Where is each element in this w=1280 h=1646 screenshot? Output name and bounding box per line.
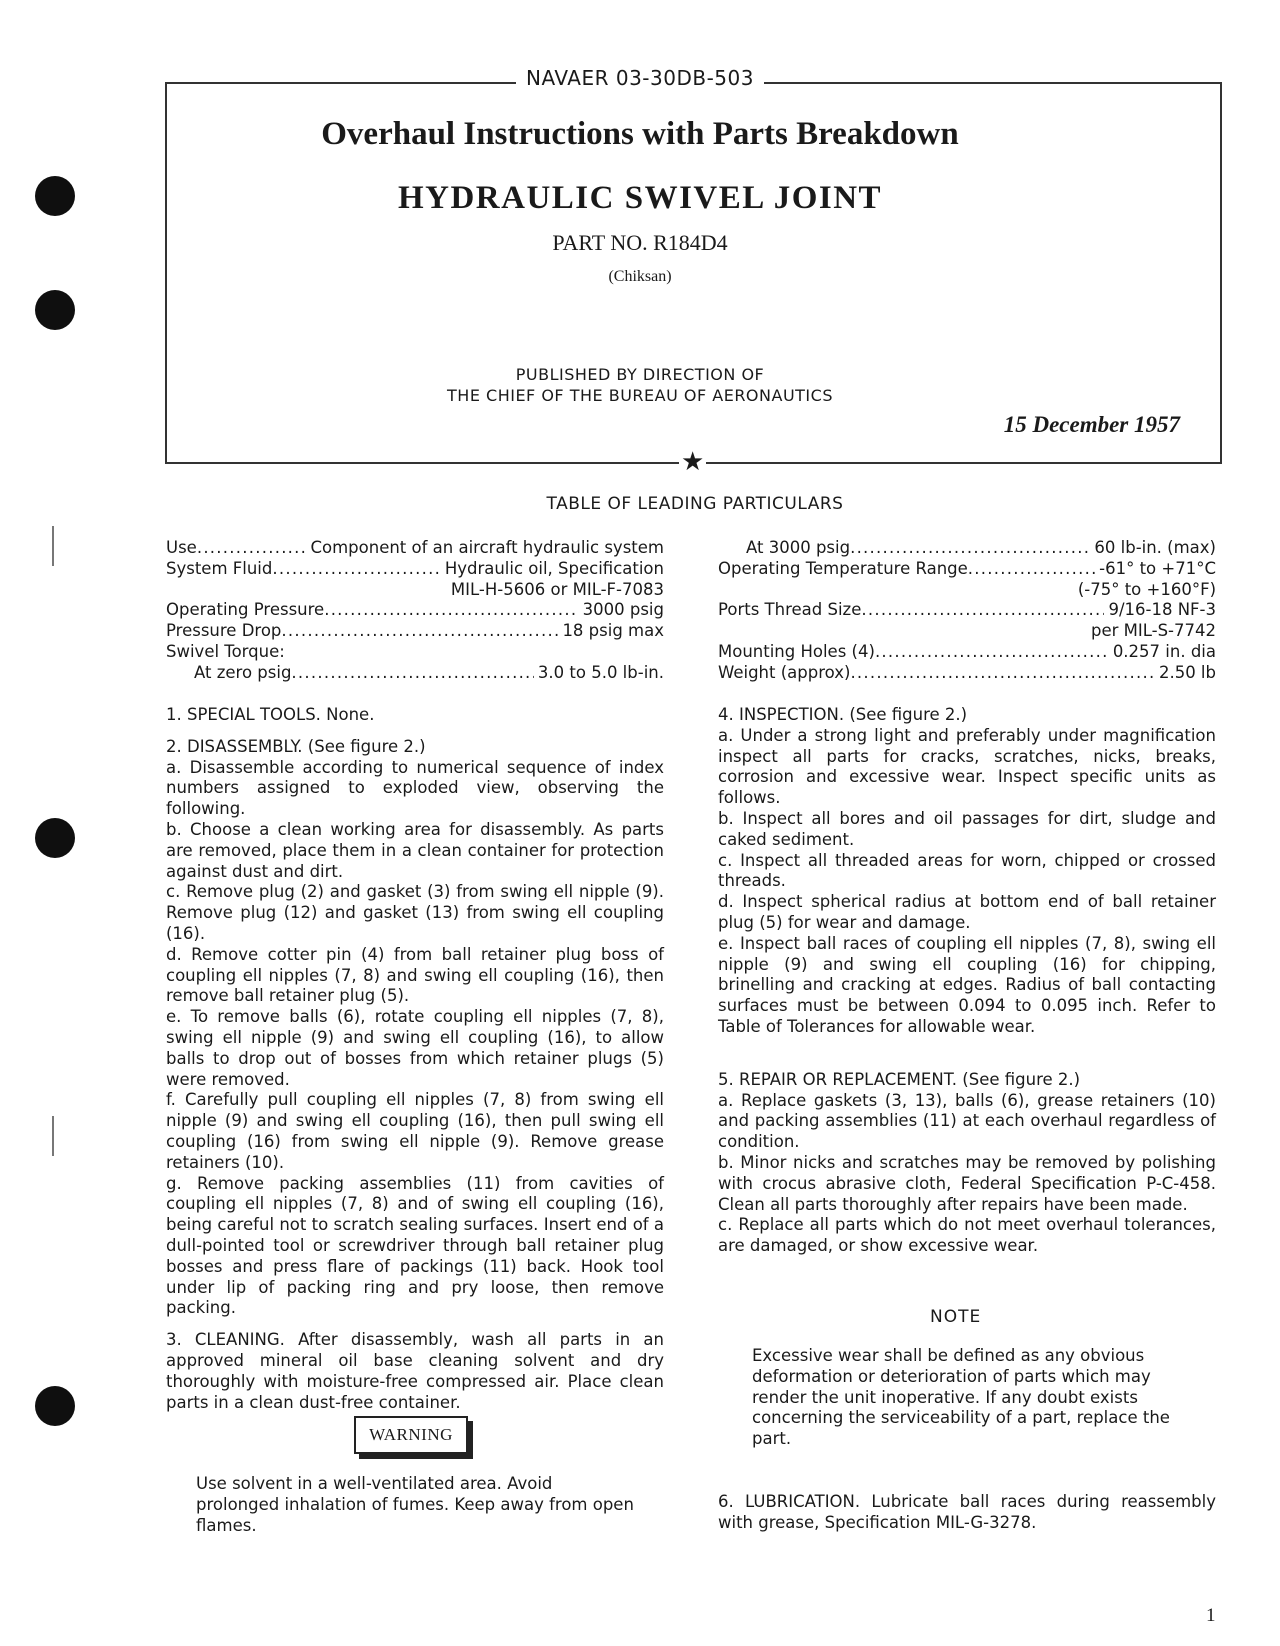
disassembly-step-a: a. Disassemble according to numerical sequence of index numbers assigned to exploded view, observing the following. <box>166 757 664 819</box>
particular-torque-zero: At zero psig . . . 3.0 to 5.0 lb-in. <box>166 663 664 684</box>
inspection-step-c: c. Inspect all threaded areas for worn, chipped or crossed threads. <box>718 850 1216 891</box>
particular-weight: Weight (approx) . . . 2.50 lb <box>718 663 1216 684</box>
table-title: TABLE OF LEADING PARTICULARS <box>546 494 844 514</box>
particulars-left <box>166 538 664 684</box>
left-body <box>166 705 664 1413</box>
disassembly-step-g: g. Remove packing assemblies (11) from cavities of coupling ell nipples (7, 8) and of swing ell coupling (16), being careful not to scratch sealing surfaces. Insert end of a dull-pointed tool or screwdriver through ball retainer plug bosses and press flare of packings (11) back. Hook tool under lip of packing ring and pry loose, then remove packing. <box>166 1173 664 1318</box>
warning-label: WARNING <box>354 1416 468 1454</box>
particular-use: Use . . . Component of an aircraft hydraulic system <box>166 538 664 559</box>
particular-temp: Operating Temperature Range . . . -61° to +71°C <box>718 559 1216 580</box>
binder-hole <box>35 290 75 330</box>
part-number: PART NO. R184D4 <box>552 230 728 255</box>
particular-torque: Swivel Torque: <box>166 641 285 661</box>
section-disassembly-heading: 2. DISASSEMBLY. (See figure 2.) <box>166 736 426 756</box>
particular-fluid: System Fluid . . . Hydraulic oil, Specification <box>166 559 664 580</box>
document-number: NAVAER 03-30DB-503 <box>0 66 1280 90</box>
inspection-step-d: d. Inspect spherical radius at bottom end of ball retainer plug (5) for wear and damage. <box>718 892 1216 932</box>
section-cleaning: 3. CLEANING. After disassembly, wash all parts in an approved mineral oil base cleaning solvent and dry thoroughly with moisture-free compressed air. Place clean parts in a clean dust-free container. <box>166 1330 664 1412</box>
inspection-step-e: e. Inspect ball races of coupling ell nipples (7, 8), swing ell nipple (9) and swing ell coupling (16) for chipping, brinelling and cracking at edges. Radius of ball contacting surfaces must be between 0.094 to 0.095 inch. Refer to Table of Tolerances for allowable wear. <box>718 933 1216 1036</box>
particular-ports-cont: per MIL-S-7742 <box>1090 621 1216 641</box>
published-line-1: PUBLISHED BY DIRECTION OF <box>515 365 765 384</box>
particular-holes: Mounting Holes (4) . . . 0.257 in. dia <box>718 642 1216 663</box>
binder-hole <box>35 818 75 858</box>
particular-ports: Ports Thread Size . . . 9/16-18 NF-3 <box>718 600 1216 621</box>
document-title: Overhaul Instructions with Parts Breakdown <box>321 116 959 152</box>
page-number: 1 <box>1206 1605 1216 1626</box>
repair-step-c: c. Replace all parts which do not meet overhaul tolerances, are damaged, or show excessive wear. <box>718 1215 1216 1256</box>
particular-torque-3000: At 3000 psig . . . 60 lb-in. (max) <box>718 538 1216 559</box>
right-body <box>718 705 1216 1257</box>
repair-step-a: a. Replace gaskets (3, 13), balls (6), grease retainers (10) and packing assemblies (11) at each overhaul regardless of condition. <box>718 1090 1216 1152</box>
repair-step-b: b. Minor nicks and scratches may be removed by polishing with crocus abrasive cloth, Federal Specification P-C-458. Clean all parts thoroughly after repairs have been made. <box>718 1152 1216 1214</box>
particular-drop: Pressure Drop . . . 18 psig max <box>166 621 664 642</box>
disassembly-step-f: f. Carefully pull coupling ell nipples (7, 8) from swing ell nipple (9) and swing ell coupling (16), then pull swing ell coupling (16) from swing ell nipple (9). Remove grease retainers (10). <box>166 1090 664 1172</box>
disassembly-step-e: e. To remove balls (6), rotate coupling ell nipples (7, 8), swing ell nipple (9) and swing ell coupling (16), to allow balls to drop out of bosses from which retainer plugs (5) were removed. <box>166 1007 664 1089</box>
note-label: NOTE <box>930 1307 982 1327</box>
disassembly-step-b: b. Choose a clean working area for disassembly. As parts are removed, place them in a clean container for protection against dust and dirt. <box>166 819 664 881</box>
inspection-step-b: b. Inspect all bores and oil passages for dirt, sludge and caked sediment. <box>718 808 1216 849</box>
scan-mark <box>52 1116 54 1156</box>
note-text: Excessive wear shall be defined as any obvious deformation or deterioration of parts which may render the unit inoperative. If any doubt exists concerning the serviceability of a part, replace the part. <box>752 1346 1170 1449</box>
section-repair-heading: 5. REPAIR OR REPLACEMENT. (See figure 2.) <box>718 1069 1081 1089</box>
published-line-2: THE CHIEF OF THE BUREAU OF AERONAUTICS <box>447 386 833 405</box>
inspection-step-a: a. Under a strong light and preferably under magnification inspect all parts for cracks, scratches, nicks, breaks, corrosion and excessive wear. Inspect specific units as follows. <box>718 725 1216 808</box>
disassembly-step-c: c. Remove plug (2) and gasket (3) from swing ell nipple (9). Remove plug (12) and gasket (13) from swing ell coupling (16). <box>166 882 664 943</box>
warning-text: Use solvent in a well-ventilated area. Avoid prolonged inhalation of fumes. Keep away from open flames. <box>196 1474 634 1535</box>
particular-temp-cont: (-75° to +160°F) <box>1077 579 1216 599</box>
main-title: HYDRAULIC SWIVEL JOINT <box>397 180 883 216</box>
section-lubrication: 6. LUBRICATION. Lubricate ball races during reassembly with grease, Specification MIL-G-3278. <box>718 1492 1216 1532</box>
particular-fluid-cont: MIL-H-5606 or MIL-F-7083 <box>450 579 664 599</box>
star-icon: ★ <box>681 447 705 477</box>
scan-mark <box>52 526 54 566</box>
section-special-tools: 1. SPECIAL TOOLS. None. <box>166 705 375 724</box>
particulars-right <box>718 538 1216 684</box>
manufacturer: (Chiksan) <box>608 268 672 285</box>
publication-date: 15 December 1957 <box>1003 412 1180 437</box>
section-inspection-heading: 4. INSPECTION. (See figure 2.) <box>718 705 968 724</box>
disassembly-step-d: d. Remove cotter pin (4) from ball retainer plug boss of coupling ell nipples (7, 8) and swing ell coupling (16), then remove ball retainer plug (5). <box>166 944 664 1006</box>
particular-pressure: Operating Pressure . . . 3000 psig <box>166 600 664 621</box>
binder-hole <box>35 1386 75 1426</box>
